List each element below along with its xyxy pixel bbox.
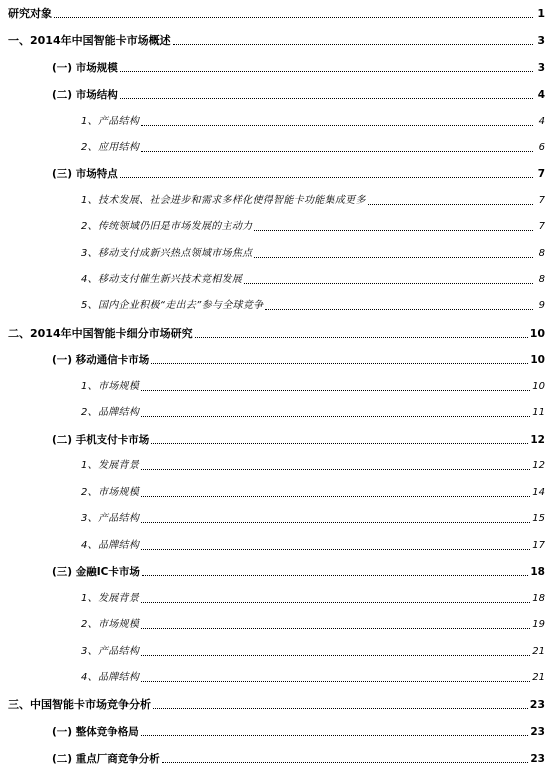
toc-entry-title: 3、产品结构 <box>81 513 140 524</box>
toc-entry-title: (三) 市场特点 <box>52 168 118 180</box>
toc-entry[interactable] <box>81 511 545 525</box>
toc-entry[interactable] <box>81 644 545 658</box>
toc-entry-title: 4、品牌结构 <box>81 672 140 683</box>
toc-leader <box>141 627 530 629</box>
toc-entry-page: 3 <box>537 62 545 74</box>
toc-entry[interactable] <box>81 670 545 684</box>
toc-entry-page: 10 <box>532 381 545 392</box>
toc-entry-title: 5、国内企业积极“走出去”参与全球竞争 <box>81 300 264 311</box>
toc-entry-title: 1、产品结构 <box>81 116 140 127</box>
toc-leader <box>151 362 528 364</box>
toc-entry-title: (一) 整体竞争格局 <box>52 726 139 738</box>
toc-leader <box>265 308 533 310</box>
toc-entry[interactable] <box>52 724 545 738</box>
toc-entry-page: 12 <box>530 434 545 446</box>
toc-entry[interactable] <box>81 114 545 128</box>
toc-entry-title: 4、品牌结构 <box>81 540 140 551</box>
toc-entry-page: 15 <box>532 513 545 524</box>
toc-entry-page: 4 <box>538 116 545 127</box>
toc-leader <box>368 203 533 205</box>
toc-leader <box>141 548 530 550</box>
toc-entry[interactable] <box>52 564 545 578</box>
toc-entry-title: 1、市场规模 <box>81 381 140 392</box>
toc-entry[interactable] <box>52 751 545 765</box>
toc-entry-title: (三) 金融IC卡市场 <box>52 566 140 578</box>
toc-entry-title: (二) 重点厂商竞争分析 <box>52 753 160 765</box>
toc-entry-page: 3 <box>537 34 545 47</box>
toc-entry[interactable] <box>52 60 545 74</box>
toc-entry-title: 1、发展背景 <box>81 593 140 604</box>
toc-entry-title: (一) 移动通信卡市场 <box>52 354 150 366</box>
toc-entry-page: 9 <box>538 300 545 311</box>
toc-entry-page: 1 <box>537 7 545 20</box>
toc-entry[interactable] <box>81 485 545 499</box>
toc-entry[interactable] <box>52 432 545 446</box>
toc-entry[interactable] <box>52 352 545 366</box>
toc-entry[interactable] <box>81 246 545 260</box>
toc-leader <box>141 389 530 391</box>
toc-leader <box>195 336 528 338</box>
toc-leader <box>153 707 528 709</box>
toc-leader <box>254 256 533 258</box>
toc-entry[interactable] <box>8 697 545 711</box>
toc-entry[interactable] <box>81 458 545 472</box>
toc-leader <box>141 124 533 126</box>
toc-entry[interactable] <box>8 33 545 47</box>
toc-leader <box>120 97 533 99</box>
toc-entry-page: 18 <box>532 593 545 604</box>
toc-entry-title: 2、传统领域仍旧是市场发展的主动力 <box>81 221 253 232</box>
toc-entry[interactable] <box>81 405 545 419</box>
toc-entry-title: (二) 手机支付卡市场 <box>52 434 150 446</box>
toc-leader <box>141 521 530 523</box>
toc-entry-title: 1、发展背景 <box>81 460 140 471</box>
toc-leader <box>141 654 530 656</box>
toc-entry-page: 8 <box>538 248 545 259</box>
toc-entry[interactable] <box>81 298 545 312</box>
toc-leader <box>151 442 528 444</box>
toc-entry-page: 23 <box>530 753 545 765</box>
toc-entry-title: 4、移动支付催生新兴技术竞相发展 <box>81 274 243 285</box>
toc-entry-title: 2、品牌结构 <box>81 407 140 418</box>
toc-entry-page: 21 <box>532 646 545 657</box>
toc-entry[interactable] <box>81 193 545 207</box>
toc-entry-page: 23 <box>529 698 545 711</box>
toc-entry-page: 4 <box>537 89 545 101</box>
toc-entry-page: 10 <box>529 327 545 340</box>
toc-entry-page: 18 <box>530 566 545 578</box>
toc-entry[interactable] <box>81 591 545 605</box>
toc-entry[interactable] <box>81 272 545 286</box>
toc-entry-title: 研究对象 <box>8 7 52 20</box>
toc-leader <box>141 150 533 152</box>
toc-leader <box>142 574 529 576</box>
toc-leader <box>141 601 530 603</box>
toc-entry-page: 12 <box>532 460 545 471</box>
toc-entry-title: 3、产品结构 <box>81 646 140 657</box>
toc-entry-page: 19 <box>532 619 545 630</box>
toc-entry-page: 11 <box>532 407 545 418</box>
toc-entry-page: 21 <box>532 672 545 683</box>
toc-entry-page: 17 <box>532 540 545 551</box>
toc-entry-title: 1、技术发展、社会进步和需求多样化使得智能卡功能集成更多 <box>81 195 366 206</box>
toc-leader <box>162 761 529 763</box>
toc-entry-title: (二) 市场结构 <box>52 89 118 101</box>
toc-entry-title: 2、应用结构 <box>81 142 140 153</box>
toc-entry[interactable] <box>81 219 545 233</box>
toc-entry[interactable] <box>8 6 545 20</box>
toc-entry[interactable] <box>81 379 545 393</box>
toc-entry-title: 2、市场规模 <box>81 487 140 498</box>
toc-entry[interactable] <box>52 87 545 101</box>
toc-entry-page: 7 <box>538 195 545 206</box>
toc-entry-page: 14 <box>532 487 545 498</box>
toc-entry[interactable] <box>8 326 545 340</box>
toc-leader <box>141 680 530 682</box>
toc-entry-title: 三、中国智能卡市场竞争分析 <box>8 698 151 711</box>
toc-leader <box>254 229 533 231</box>
toc-leader <box>120 70 533 72</box>
toc-leader <box>173 43 533 45</box>
toc-entry-page: 7 <box>538 221 545 232</box>
toc-entry-page: 10 <box>530 354 545 366</box>
toc-entry-title: 3、移动支付成新兴热点领域市场焦点 <box>81 248 253 259</box>
toc-entry-title: 2、市场规模 <box>81 619 140 630</box>
toc-entry-page: 6 <box>538 142 545 153</box>
toc-entry[interactable] <box>81 140 545 154</box>
toc-entry-page: 7 <box>537 168 545 180</box>
toc-entry-page: 8 <box>538 274 545 285</box>
toc-leader <box>244 282 533 284</box>
toc-leader <box>141 734 529 736</box>
toc-entry[interactable] <box>81 617 545 631</box>
toc-entry-title: 一、2014年中国智能卡市场概述 <box>8 34 171 47</box>
toc-entry-title: 二、2014年中国智能卡细分市场研究 <box>8 327 193 340</box>
toc-leader <box>141 495 530 497</box>
toc-entry-page: 23 <box>530 726 545 738</box>
toc-entry[interactable] <box>52 166 545 180</box>
toc-leader <box>141 415 530 417</box>
toc-leader <box>141 468 530 470</box>
toc-entry[interactable] <box>81 538 545 552</box>
toc-entry-title: (一) 市场规模 <box>52 62 118 74</box>
toc-leader <box>120 176 533 178</box>
toc-leader <box>54 16 533 18</box>
